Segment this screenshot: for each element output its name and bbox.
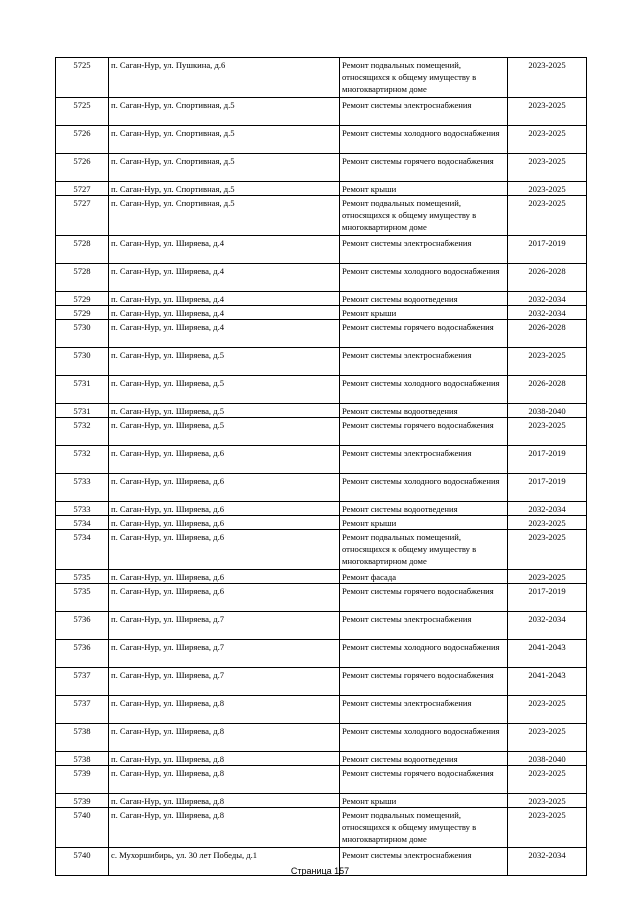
period-cell: 2026-2028 bbox=[508, 264, 587, 292]
work-type-cell: Ремонт фасада bbox=[340, 570, 508, 584]
row-number: 5731 bbox=[56, 404, 109, 418]
work-type-cell: Ремонт системы горячего водоснабжения bbox=[340, 668, 508, 696]
period-cell: 2032-2034 bbox=[508, 306, 587, 320]
address-cell: п. Саган-Нур, ул. Ширяева, д.6 bbox=[109, 584, 340, 612]
row-number: 5727 bbox=[56, 182, 109, 196]
address-cell: п. Саган-Нур, ул. Пушкина, д.6 bbox=[109, 58, 340, 98]
row-number: 5738 bbox=[56, 724, 109, 752]
address-cell: п. Саган-Нур, ул. Ширяева, д.8 bbox=[109, 752, 340, 766]
work-type-cell: Ремонт системы электроснабжения bbox=[340, 98, 508, 126]
period-cell: 2032-2034 bbox=[508, 848, 587, 876]
table-row bbox=[56, 404, 587, 418]
table-row bbox=[56, 236, 587, 264]
address-cell: п. Саган-Нур, ул. Ширяева, д.4 bbox=[109, 320, 340, 348]
address-cell: п. Саган-Нур, ул. Ширяева, д.6 bbox=[109, 502, 340, 516]
work-type-cell: Ремонт системы холодного водоснабжения bbox=[340, 126, 508, 154]
table-row bbox=[56, 794, 587, 808]
period-cell: 2023-2025 bbox=[508, 530, 587, 570]
row-number: 5726 bbox=[56, 154, 109, 182]
row-number: 5725 bbox=[56, 58, 109, 98]
period-cell: 2023-2025 bbox=[508, 58, 587, 98]
table-row bbox=[56, 182, 587, 196]
work-type-cell: Ремонт системы электроснабжения bbox=[340, 848, 508, 876]
row-number: 5737 bbox=[56, 696, 109, 724]
row-number: 5731 bbox=[56, 376, 109, 404]
row-number: 5737 bbox=[56, 668, 109, 696]
period-cell: 2023-2025 bbox=[508, 808, 587, 848]
address-cell: п. Саган-Нур, ул. Ширяева, д.6 bbox=[109, 530, 340, 570]
work-type-cell: Ремонт системы холодного водоснабжения bbox=[340, 640, 508, 668]
row-number: 5732 bbox=[56, 418, 109, 446]
work-type-cell: Ремонт системы холодного водоснабжения bbox=[340, 376, 508, 404]
work-type-cell: Ремонт крыши bbox=[340, 182, 508, 196]
work-type-cell: Ремонт крыши bbox=[340, 794, 508, 808]
address-cell: п. Саган-Нур, ул. Ширяева, д.7 bbox=[109, 668, 340, 696]
table-row bbox=[56, 58, 587, 98]
period-cell: 2026-2028 bbox=[508, 376, 587, 404]
address-cell: п. Саган-Нур, ул. Ширяева, д.8 bbox=[109, 766, 340, 794]
address-cell: п. Саган-Нур, ул. Ширяева, д.7 bbox=[109, 612, 340, 640]
period-cell: 2017-2019 bbox=[508, 236, 587, 264]
row-number: 5734 bbox=[56, 530, 109, 570]
work-type-cell: Ремонт системы электроснабжения bbox=[340, 236, 508, 264]
row-number: 5730 bbox=[56, 348, 109, 376]
work-type-cell: Ремонт системы водоотведения bbox=[340, 404, 508, 418]
table-row bbox=[56, 474, 587, 502]
work-type-cell: Ремонт системы холодного водоснабжения bbox=[340, 264, 508, 292]
address-cell: п. Саган-Нур, ул. Ширяева, д.8 bbox=[109, 696, 340, 724]
address-cell: п. Саган-Нур, ул. Спортивная, д.5 bbox=[109, 196, 340, 236]
table-row bbox=[56, 320, 587, 348]
address-cell: п. Саган-Нур, ул. Ширяева, д.4 bbox=[109, 306, 340, 320]
period-cell: 2023-2025 bbox=[508, 570, 587, 584]
row-number: 5735 bbox=[56, 570, 109, 584]
table-row bbox=[56, 502, 587, 516]
work-type-cell: Ремонт крыши bbox=[340, 516, 508, 530]
period-cell: 2041-2043 bbox=[508, 668, 587, 696]
period-cell: 2023-2025 bbox=[508, 196, 587, 236]
row-number: 5740 bbox=[56, 848, 109, 876]
period-cell: 2023-2025 bbox=[508, 766, 587, 794]
work-type-cell: Ремонт системы водоотведения bbox=[340, 502, 508, 516]
work-type-cell: Ремонт системы водоотведения bbox=[340, 292, 508, 306]
work-type-cell: Ремонт системы электроснабжения bbox=[340, 348, 508, 376]
table-row bbox=[56, 530, 587, 570]
address-cell: п. Саган-Нур, ул. Спортивная, д.5 bbox=[109, 182, 340, 196]
row-number: 5725 bbox=[56, 98, 109, 126]
work-type-cell: Ремонт подвальных помещений, относящихся к общему имуществу в многоквартирном доме bbox=[340, 530, 508, 570]
table-row bbox=[56, 126, 587, 154]
address-cell: п. Саган-Нур, ул. Спортивная, д.5 bbox=[109, 98, 340, 126]
row-number: 5732 bbox=[56, 446, 109, 474]
work-type-cell: Ремонт подвальных помещений, относящихся к общему имуществу в многоквартирном доме bbox=[340, 58, 508, 98]
row-number: 5727 bbox=[56, 196, 109, 236]
period-cell: 2023-2025 bbox=[508, 98, 587, 126]
address-cell: п. Саган-Нур, ул. Ширяева, д.4 bbox=[109, 236, 340, 264]
address-cell: п. Саган-Нур, ул. Ширяева, д.8 bbox=[109, 794, 340, 808]
address-cell: п. Саган-Нур, ул. Ширяева, д.6 bbox=[109, 516, 340, 530]
work-type-cell: Ремонт системы холодного водоснабжения bbox=[340, 724, 508, 752]
work-type-cell: Ремонт системы горячего водоснабжения bbox=[340, 418, 508, 446]
period-cell: 2023-2025 bbox=[508, 516, 587, 530]
table-row bbox=[56, 264, 587, 292]
row-number: 5733 bbox=[56, 502, 109, 516]
period-cell: 2038-2040 bbox=[508, 404, 587, 418]
period-cell: 2032-2034 bbox=[508, 612, 587, 640]
address-cell: п. Саган-Нур, ул. Ширяева, д.4 bbox=[109, 292, 340, 306]
row-number: 5740 bbox=[56, 808, 109, 848]
period-cell: 2017-2019 bbox=[508, 474, 587, 502]
table-row bbox=[56, 584, 587, 612]
table-body bbox=[56, 58, 587, 876]
row-number: 5738 bbox=[56, 752, 109, 766]
period-cell: 2023-2025 bbox=[508, 182, 587, 196]
period-cell: 2032-2034 bbox=[508, 292, 587, 306]
work-type-cell: Ремонт системы холодного водоснабжения bbox=[340, 474, 508, 502]
row-number: 5734 bbox=[56, 516, 109, 530]
work-type-cell: Ремонт системы горячего водоснабжения bbox=[340, 154, 508, 182]
table-row bbox=[56, 640, 587, 668]
period-cell: 2026-2028 bbox=[508, 320, 587, 348]
table-row bbox=[56, 696, 587, 724]
period-cell: 2023-2025 bbox=[508, 794, 587, 808]
work-type-cell: Ремонт системы водоотведения bbox=[340, 752, 508, 766]
address-cell: п. Саган-Нур, ул. Спортивная, д.5 bbox=[109, 126, 340, 154]
address-cell: п. Саган-Нур, ул. Ширяева, д.6 bbox=[109, 474, 340, 502]
table-row bbox=[56, 98, 587, 126]
address-cell: п. Саган-Нур, ул. Ширяева, д.5 bbox=[109, 348, 340, 376]
period-cell: 2023-2025 bbox=[508, 154, 587, 182]
row-number: 5733 bbox=[56, 474, 109, 502]
address-cell: п. Саган-Нур, ул. Ширяева, д.6 bbox=[109, 570, 340, 584]
table-row bbox=[56, 306, 587, 320]
table-row bbox=[56, 154, 587, 182]
work-type-cell: Ремонт системы электроснабжения bbox=[340, 612, 508, 640]
work-type-cell: Ремонт системы электроснабжения bbox=[340, 696, 508, 724]
period-cell: 2038-2040 bbox=[508, 752, 587, 766]
table-row bbox=[56, 752, 587, 766]
work-type-cell: Ремонт системы горячего водоснабжения bbox=[340, 584, 508, 612]
row-number: 5726 bbox=[56, 126, 109, 154]
row-number: 5730 bbox=[56, 320, 109, 348]
address-cell: п. Саган-Нур, ул. Ширяева, д.5 bbox=[109, 418, 340, 446]
repair-schedule-table bbox=[55, 57, 587, 876]
period-cell: 2017-2019 bbox=[508, 446, 587, 474]
address-cell: п. Саган-Нур, ул. Ширяева, д.8 bbox=[109, 808, 340, 848]
page-number: Страница 157 bbox=[290, 866, 350, 876]
table-row bbox=[56, 446, 587, 474]
row-number: 5736 bbox=[56, 612, 109, 640]
work-type-cell: Ремонт системы горячего водоснабжения bbox=[340, 766, 508, 794]
table-row bbox=[56, 376, 587, 404]
period-cell: 2017-2019 bbox=[508, 584, 587, 612]
period-cell: 2032-2034 bbox=[508, 502, 587, 516]
row-number: 5736 bbox=[56, 640, 109, 668]
table-row bbox=[56, 348, 587, 376]
period-cell: 2023-2025 bbox=[508, 724, 587, 752]
address-cell: п. Саган-Нур, ул. Спортивная, д.5 bbox=[109, 154, 340, 182]
address-cell: п. Саган-Нур, ул. Ширяева, д.8 bbox=[109, 724, 340, 752]
table-row bbox=[56, 766, 587, 794]
table-row bbox=[56, 668, 587, 696]
table-row bbox=[56, 724, 587, 752]
table-row bbox=[56, 516, 587, 530]
period-cell: 2041-2043 bbox=[508, 640, 587, 668]
address-cell: п. Саган-Нур, ул. Ширяева, д.4 bbox=[109, 264, 340, 292]
period-cell: 2023-2025 bbox=[508, 126, 587, 154]
table-row bbox=[56, 570, 587, 584]
row-number: 5728 bbox=[56, 264, 109, 292]
address-cell: п. Саган-Нур, ул. Ширяева, д.5 bbox=[109, 376, 340, 404]
row-number: 5739 bbox=[56, 794, 109, 808]
work-type-cell: Ремонт системы электроснабжения bbox=[340, 446, 508, 474]
table-row bbox=[56, 808, 587, 848]
row-number: 5728 bbox=[56, 236, 109, 264]
table-row bbox=[56, 196, 587, 236]
row-number: 5729 bbox=[56, 306, 109, 320]
work-type-cell: Ремонт подвальных помещений, относящихся к общему имуществу в многоквартирном доме bbox=[340, 808, 508, 848]
row-number: 5735 bbox=[56, 584, 109, 612]
row-number: 5729 bbox=[56, 292, 109, 306]
address-cell: п. Саган-Нур, ул. Ширяева, д.6 bbox=[109, 446, 340, 474]
row-number: 5739 bbox=[56, 766, 109, 794]
period-cell: 2023-2025 bbox=[508, 418, 587, 446]
table-row bbox=[56, 292, 587, 306]
work-type-cell: Ремонт подвальных помещений, относящихся к общему имуществу в многоквартирном доме bbox=[340, 196, 508, 236]
table-row bbox=[56, 612, 587, 640]
work-type-cell: Ремонт системы горячего водоснабжения bbox=[340, 320, 508, 348]
address-cell: п. Саган-Нур, ул. Ширяева, д.7 bbox=[109, 640, 340, 668]
period-cell: 2023-2025 bbox=[508, 348, 587, 376]
work-type-cell: Ремонт крыши bbox=[340, 306, 508, 320]
address-cell: п. Саган-Нур, ул. Ширяева, д.5 bbox=[109, 404, 340, 418]
table-row bbox=[56, 418, 587, 446]
period-cell: 2023-2025 bbox=[508, 696, 587, 724]
address-cell: с. Мухоршибирь, ул. 30 лет Победы, д.1 bbox=[109, 848, 340, 876]
